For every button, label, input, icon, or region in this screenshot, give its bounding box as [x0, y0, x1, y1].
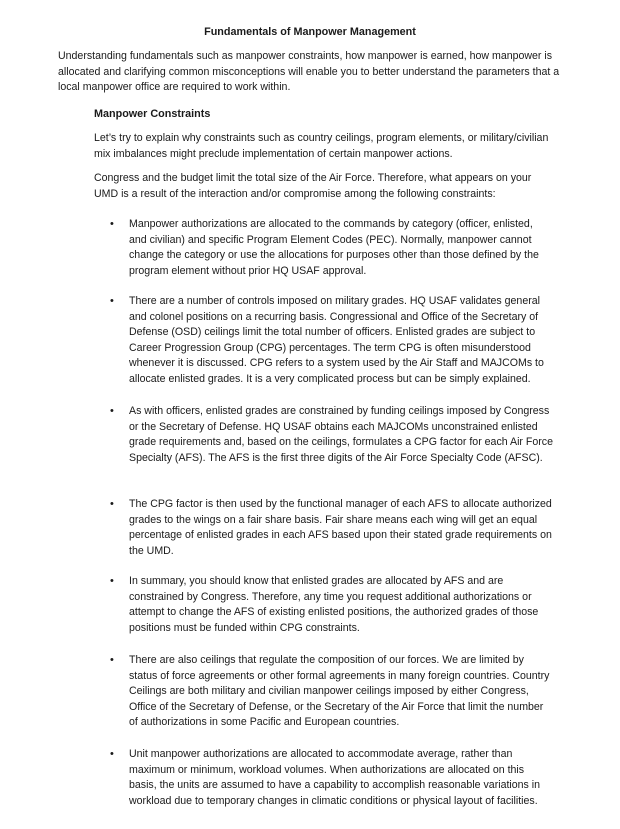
bullet-text: The CPG factor is then used by the functional manager of each AFS to allocate authorized grades to the wings on a fair share basis. Fair share means each wing will get an equal percentage of enlisted grades in each AFS based upon their stated grade requirements on the UMD. — [129, 498, 552, 557]
bullet-icon: • — [110, 218, 114, 230]
bullet-icon: • — [110, 575, 114, 587]
bullet-icon: • — [110, 654, 114, 666]
bullet-text: In summary, you should know that enlisted grades are allocated by AFS and are constrained by Congress. Therefore, any time you request additional authorizations or attempt to change the AFS of existing enlisted positions, the authorized grades of those positions must be funded within CPG constraints. — [129, 575, 539, 634]
bullet-icon: • — [110, 498, 114, 510]
bullet-text: As with officers, enlisted grades are constrained by funding ceilings imposed by Congress or the Secretary of Defense. HQ USAF obtains each MAJCOMs unconstrained enlisted grade requirements and, based on the ceilings, formulates a CPG factor for each Air Force Specialty (AFS). The AFS is the first three digits of the Air Force Specialty Code (AFSC). — [129, 405, 553, 464]
bullet-text: Manpower authorizations are allocated to the commands by category (officer, enlisted, and civilian) and specific Program Element Codes (PEC). Normally, manpower cannot change the category or use the allocations for purposes other than those defined by the program element without prior HQ USAF approval. — [129, 218, 539, 277]
bullet-icon: • — [110, 295, 114, 307]
bullet-icon: • — [110, 405, 114, 417]
section-paragraph: Let’s try to explain why constraints such as country ceilings, program elements, or military/civilian mix imbalances might preclude implementation of certain manpower actions. — [94, 132, 549, 160]
intro-paragraph: Understanding fundamentals such as manpower constraints, how manpower is earned, how manpower is allocated and clarifying common misconceptions will enable you to better understand the parameters that a local manpower office are required to work within. — [58, 50, 560, 94]
bullet-text: Unit manpower authorizations are allocated to accommodate average, rather than maximum or minimum, workload volumes. When authorizations are allocated on this basis, the units are assumed to have a capability to accomplish reasonable variations in workload due to temporary changes in climatic conditions or physical layout of facilities. — [129, 748, 541, 807]
bullet-text: There are also ceilings that regulate the composition of our forces. We are limited by status of force agreements or other formal agreements in many foreign countries. Country Ceilings are both military and civilian manpower ceilings imposed by either Congress, Office of the Secretary of Defense, or the Secretary of the Air Force that limit the number of authorizations in some Pacific and European countries. — [129, 654, 550, 729]
section-paragraph: Congress and the budget limit the total size of the Air Force. Therefore, what appears on your UMD is a result of the interaction and/or compromise among the following constraints: — [94, 172, 532, 200]
document-title: Fundamentals of Manpower Management — [204, 26, 416, 38]
bullet-text: There are a number of controls imposed on military grades. HQ USAF validates general and colonel positions on a recurring basis. Congressional and Office of the Secretary of Defense (OSD) ceilings limit the total number of officers. Enlisted grades are subject to Career Progression Group (CPG) percentages. The term CPG is often misunderstood whenever it is discussed. CPG refers to a system used by the Air Staff and MAJCOMs to allocate enlisted grades. It is a very complicated process but can be simply explained. — [129, 295, 544, 385]
section-heading: Manpower Constraints — [94, 108, 211, 120]
bullet-icon: • — [110, 748, 114, 760]
